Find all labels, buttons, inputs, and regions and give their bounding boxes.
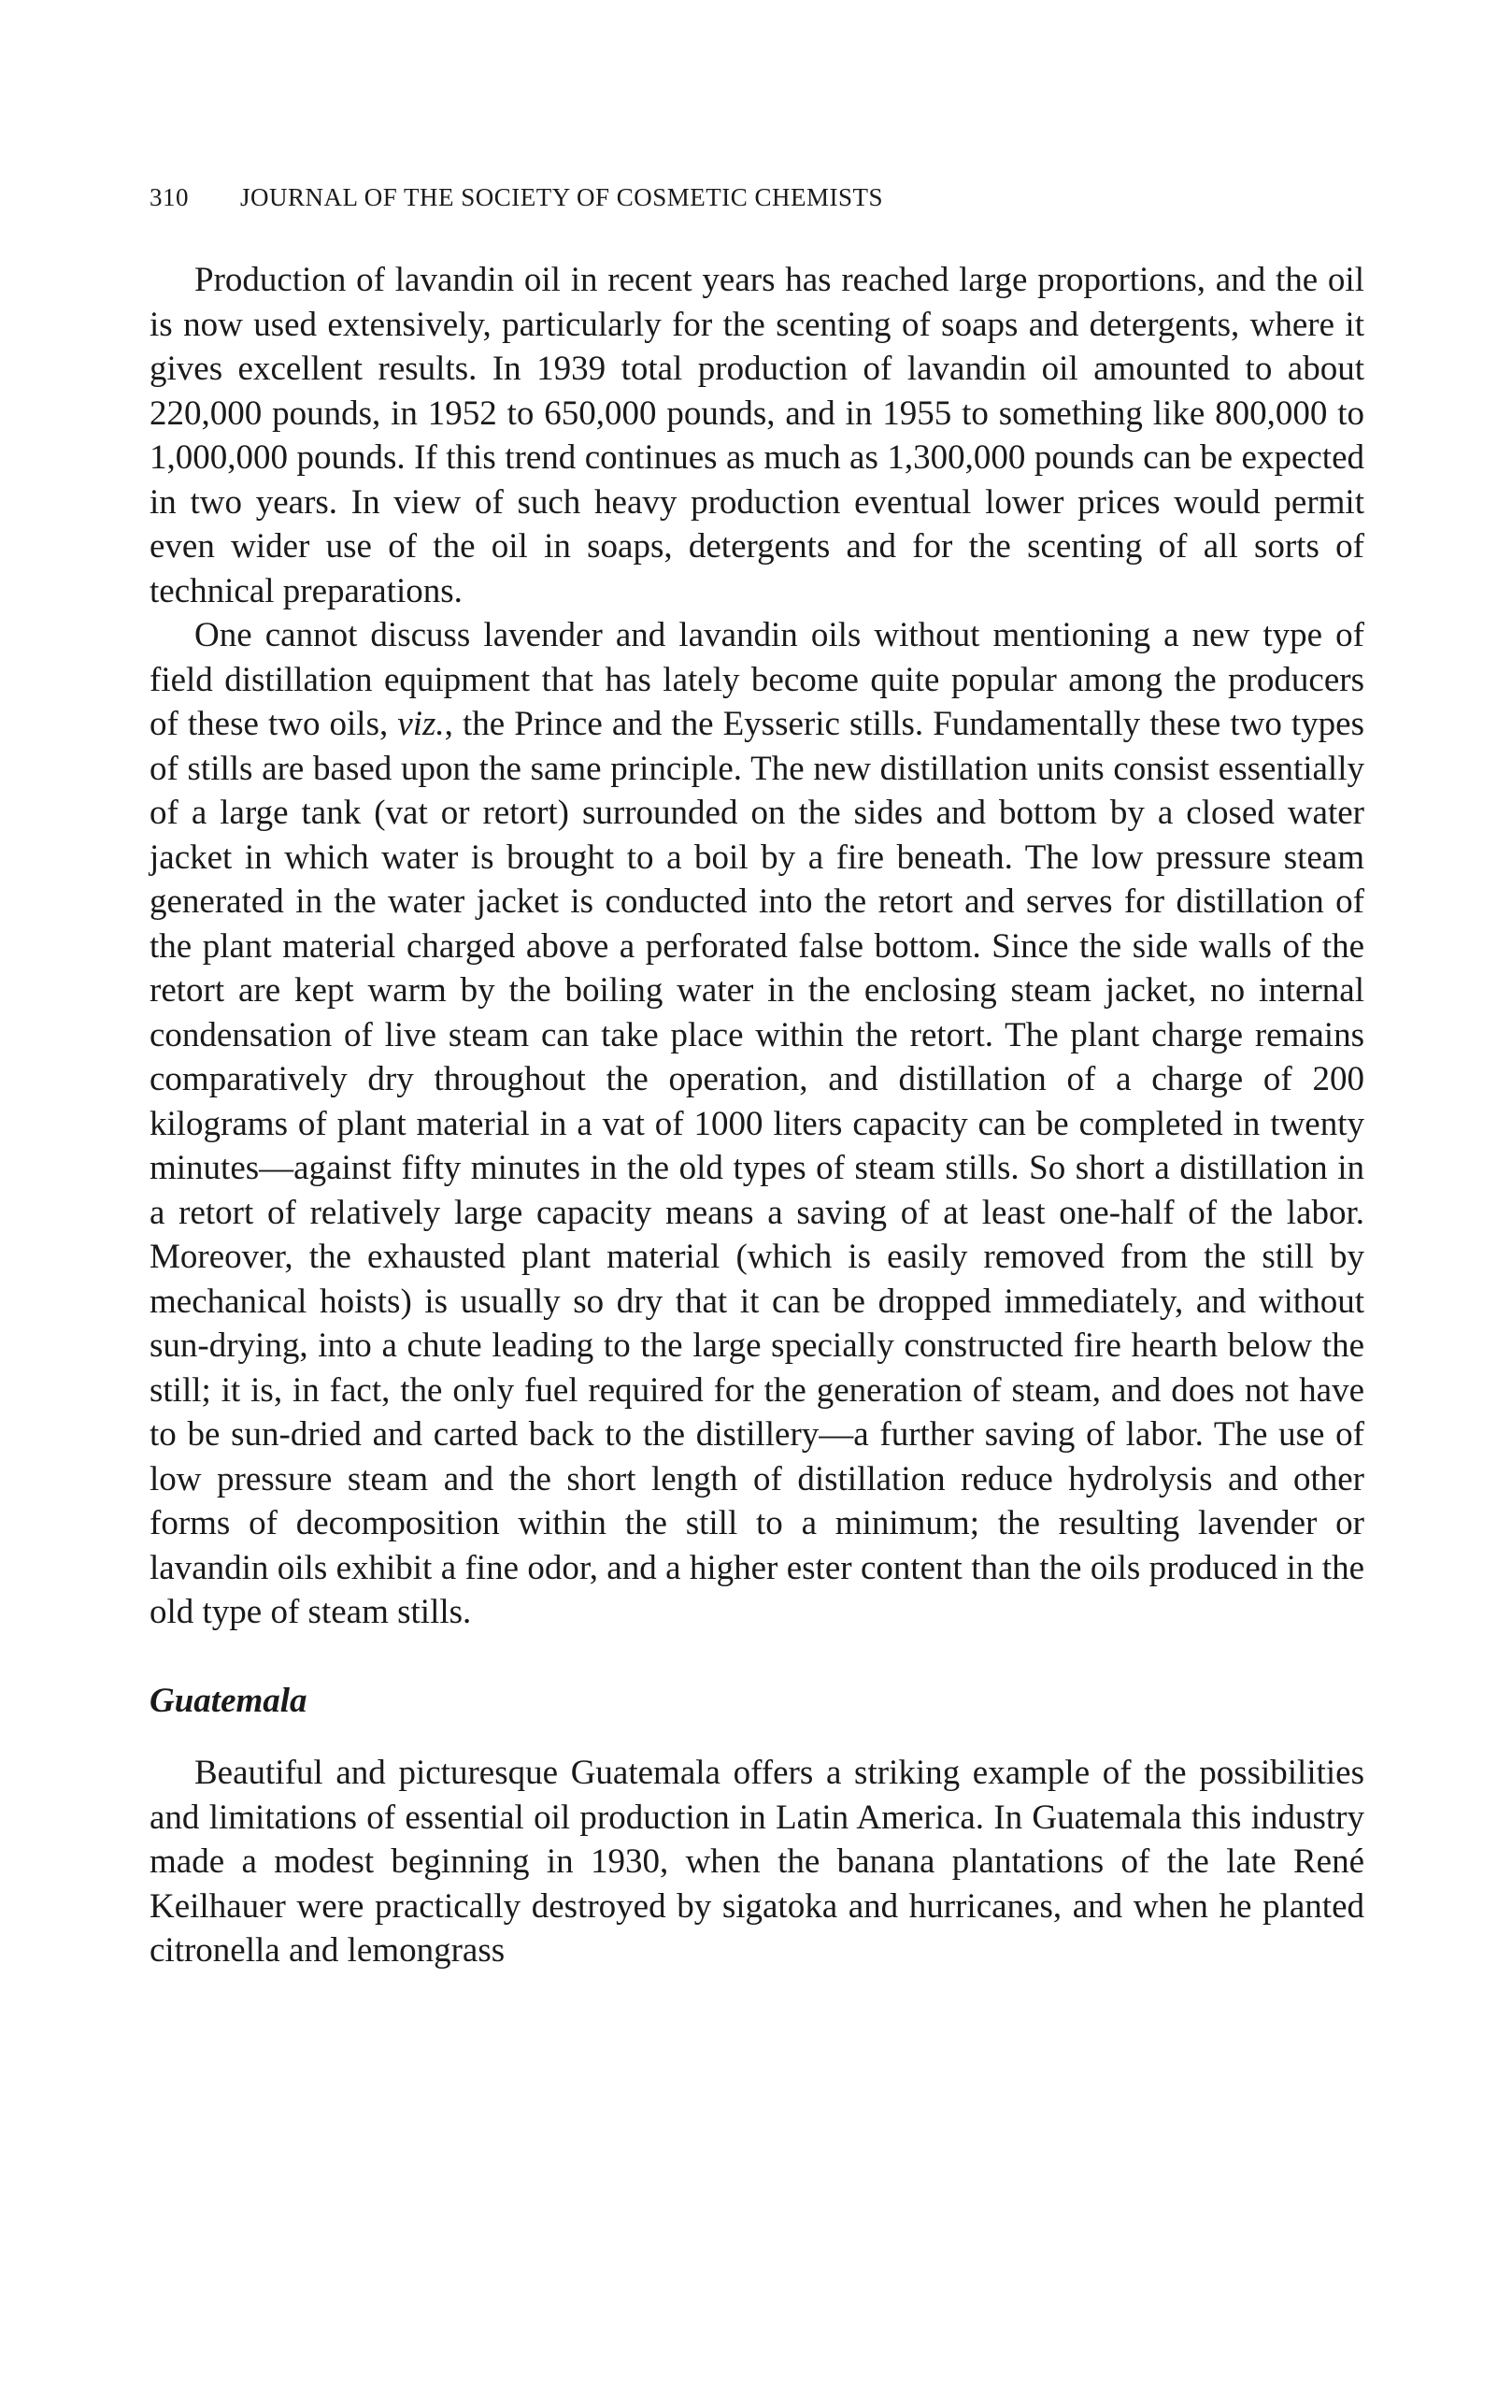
journal-title: JOURNAL OF THE SOCIETY OF COSMETIC CHEMISTS: [240, 183, 884, 211]
paragraph-distillation-equipment: [150, 613, 1364, 1635]
paragraph-lavandin-production: Production of lavandin oil in recent years has reached large proportions, and the oil is now used extensively, particularly for the scenting of soaps and detergents, where it gives excellent results. In 1939 total production of lavandin oil amounted to about 220,000 pounds, in 1952 to 650,000 pounds, and in 1955 to something like 800,000 to 1,000,000 pounds. If this trend continues as much as 1,300,000 pounds can be expected in two years. In view of such heavy production eventual lower prices would permit even wider use of the oil in soaps, detergents and for the scenting of all sorts of technical preparations.: [150, 261, 1364, 610]
section-heading-guatemala: Guatemala: [150, 1681, 307, 1720]
page-number: 310: [150, 183, 189, 211]
paragraph-text: One cannot discuss lavender and lavandin oils without mentioning a new type of field distillation equipment that has lately become quite popular among the producers of these two oils,: [150, 616, 1364, 743]
italic-abbreviation: viz.: [397, 705, 445, 743]
running-head: [150, 183, 1364, 221]
body-text: [150, 258, 1364, 1973]
paragraph-guatemala: Beautiful and picturesque Guatemala offers a striking example of the possibilities and limitations of essential oil production in Latin America. In Guatemala this industry made a modest beginning in 1930, when the banana plantations of the late René Keilhauer were practically destroyed by sigatoka and hurricanes, and when he planted citronella and lemongrass: [150, 1754, 1364, 1970]
paragraph-text: , the Prince and the Eysseric stills. Fundamentally these two types of stills are based upon the same principle. The new distillation units consist essentially of a large tank (vat or retort) surrounded on the sides and bottom by a closed water jacket in which water is brought to a boil by a fire beneath. The low pressure steam generated in the water jacket is conducted into the retort and serves for distillation of the plant material charged above a perforated false bottom. Since the side walls of the retort are kept warm by the boiling water in the enclosing steam jacket, no internal condensation of live steam can take place within the retort. The plant charge remains comparatively dry throughout the operation, and distillation of a charge of 200 kilograms of plant material in a vat of 1000 liters capacity can be completed in twenty minutes—against fifty minutes in the old types of steam stills. So short a distillation in a retort of relatively large capacity means a saving of at least one-half of the labor. Moreover, the exhausted plant material (which is easily removed from the still by mechanical hoists) is usually so dry that it can be dropped immediately, and without sun-drying, into a chute leading to the large specially constructed fire hearth below the still; it is, in fact, the only fuel required for the generation of steam, and does not have to be sun-dried and carted back to the distillery—a further saving of labor. The use of low pressure steam and the short length of distillation reduce hydrolysis and other forms of decomposition within the still to a minimum; the resulting lavender or lavandin oils exhibit a fine odor, and a higher ester content than the oils produced in the old type of steam stills.: [150, 705, 1364, 1631]
